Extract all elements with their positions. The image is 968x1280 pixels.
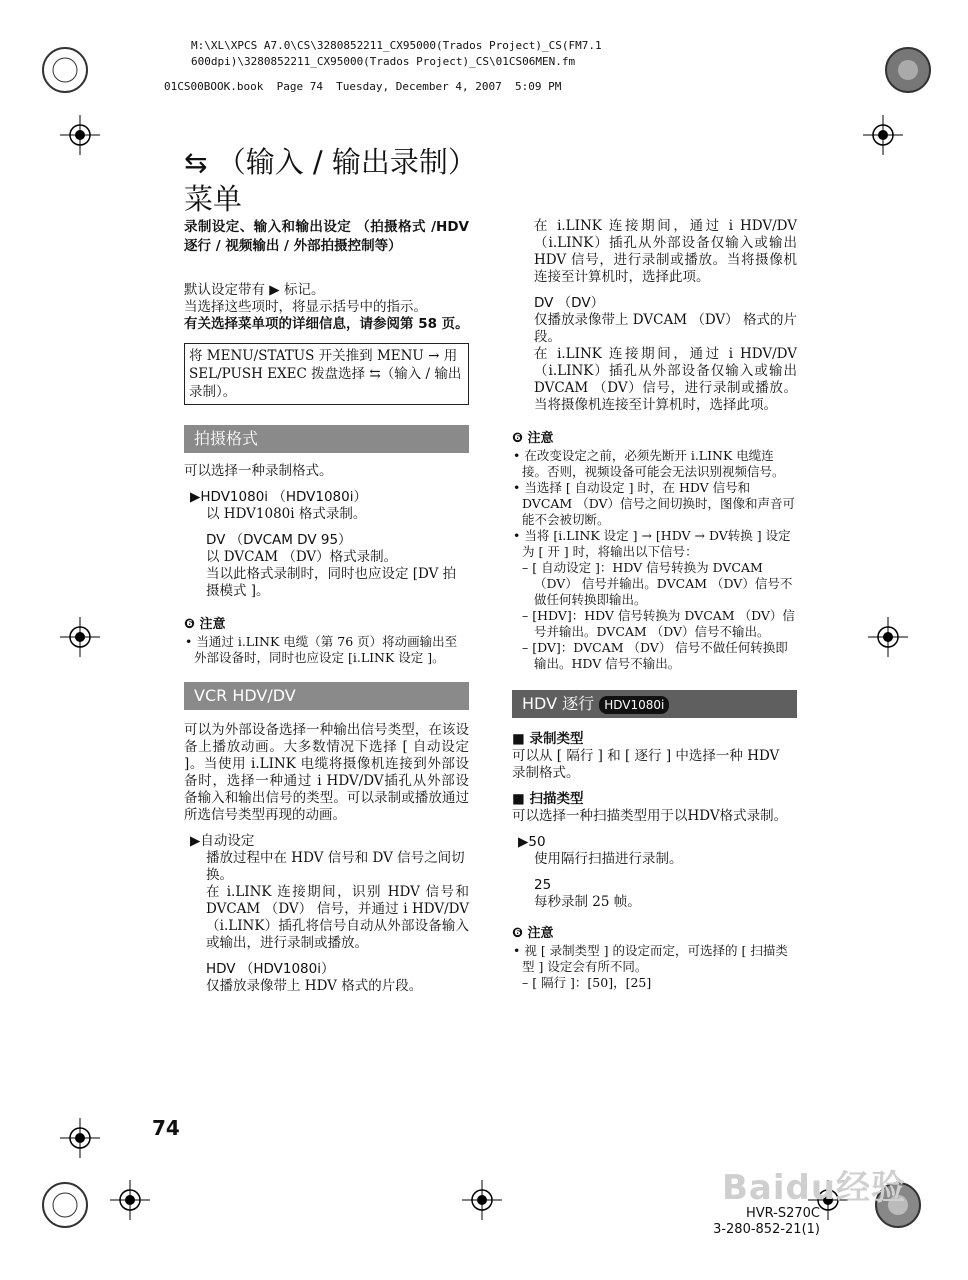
option-auto-desc2: 在 i.LINK 连接期间，识别 HDV 信号和 DVCAM （DV） 信号，并通过 i HDV/DV （i.LINK）插孔将信号自动从外部设备输入或输出，进行录制或播放。: [206, 884, 469, 951]
note-subitem: – [DV]：DVCAM （DV） 信号不做任何转换即输出。HDV 信号不输出。: [522, 640, 788, 671]
scan-type-desc: 可以选择一种扫描类型用于以HDV格式录制。: [512, 808, 788, 824]
note-icon: ❻: [512, 431, 524, 446]
intro-reference: 有关选择菜单项的详细信息，请参阅第 58 页。: [184, 316, 469, 332]
part-number: 3-280-852-21(1): [713, 1222, 820, 1237]
registration-mark-icon: [462, 1180, 502, 1220]
section-heading-vcr: VCR HDV/DV: [184, 682, 469, 710]
registration-mark-icon: [868, 617, 908, 657]
option-dv-playback: DV （DV）: [534, 295, 605, 311]
hdv1080i-badge: HDV1080i: [599, 696, 669, 714]
section2-desc: 可以为外部设备选择一种输出信号类型，在该设备上播放动画。大多数情况下选择 [ 自动设定 ]。当使用 i.LINK 电缆将摄像机连接到外部设备时，选择一种通过 i HDV/DV插孔从外部设备输入和输出信号的类型。可以录制或播放通过所选信号类型再现的动画。: [184, 722, 469, 823]
color-target-icon: [40, 45, 90, 95]
registration-mark-icon: [60, 617, 100, 657]
note-icon: ❻: [512, 926, 524, 941]
rec-type-desc: 可以从 [ 隔行 ] 和 [ 逐行 ] 中选择一种 HDV 录制格式。: [512, 748, 780, 781]
option-50: ▶50: [518, 834, 546, 850]
page-title: ⇆ （输入 / 输出录制）菜单: [184, 145, 477, 216]
color-target-icon: [883, 45, 933, 95]
registration-mark-icon: [60, 1118, 100, 1158]
note-subitem: – [HDV]：HDV 信号转换为 DVCAM （DV）信号并输出。DVCAM （DV）信号不输出。: [522, 608, 795, 639]
section-heading-rec-format: 拍摄格式: [184, 425, 469, 453]
option-25-desc: 每秒录制 25 帧。: [534, 894, 641, 910]
intro-indication: 当选择这些项时，将显示括号中的指示。: [184, 299, 427, 315]
note-item: • 在改变设定之前，必须先断开 i.LINK 电缆连接。否则，视频设备可能会无法识别视频信号。: [513, 448, 785, 479]
input-output-arrows-icon: ⇆: [184, 146, 208, 179]
right-column: [512, 218, 797, 991]
note-item: • 当通过 i.LINK 电缆（第 76 页）将动画输出至外部设备时，同时也应设定 [i.LINK 设定 ]。: [185, 634, 458, 665]
menu-subtitle: 录制设定、输入和输出设定 （拍摄格式 /HDV 逐行 / 视频输出 / 外部拍摄控制等）: [184, 219, 469, 254]
option-dv-playback-desc2: 在 i.LINK 连接期间，通过 i HDV/DV （i.LINK）插孔从外部设备仅输入或输出 DVCAM （DV）信号，进行录制或播放。当将摄像机连接至计算机时，选择此项。: [534, 346, 797, 413]
intro-default-mark: 默认设定带有 ▶ 标记。: [184, 282, 325, 298]
note-item: • 视 [ 录制类型 ] 的设定而定，可选择的 [ 扫描类型 ] 设定会有所不同。: [513, 943, 788, 974]
section1-desc: 可以选择一种录制格式。: [184, 463, 333, 479]
watermark: Baidu经验: [722, 1168, 907, 1208]
rec-type-heading: ■ 录制类型: [512, 731, 584, 747]
option-hdv-desc: 仅播放录像带上 HDV 格式的片段。: [206, 978, 423, 994]
note-item: • 当选择 [ 自动设定 ] 时，在 HDV 信号和 DVCAM （DV）信号之间切换时，图像和声音可能不会被切断。: [513, 480, 796, 527]
option-hdv: HDV （HDV1080i）: [206, 961, 335, 977]
option-auto-desc1: 播放过程中在 HDV 信号和 DV 信号之间切换。: [206, 850, 465, 883]
option-hdv1080i-desc: 以 HDV1080i 格式录制。: [206, 506, 367, 522]
note-heading: ❻ 注意: [512, 926, 554, 941]
book-info-line: 01CS00BOOK.book Page 74 Tuesday, December 4, 2007 5:09 PM: [164, 80, 562, 93]
registration-mark-icon: [60, 115, 100, 155]
section-heading-hdv-progressive: HDV 逐行 HDV1080i: [512, 690, 797, 718]
option-dv: DV （DVCAM DV 95）: [206, 532, 352, 548]
note-subitem: – [ 自动设定 ]：HDV 信号转换为 DVCAM （DV） 信号并输出。DVCAM （DV）信号不做任何转换即输出。: [522, 560, 793, 607]
option-dv-desc2: 当以此格式录制时，同时也应设定 [DV 拍摄模式 ]。: [206, 566, 457, 599]
option-dv-playback-desc1: 仅播放录像带上 DVCAM （DV） 格式的片段。: [534, 312, 797, 345]
note-heading: ❻ 注意: [512, 431, 554, 446]
model-info: [713, 1206, 820, 1238]
page-number: 74: [152, 1116, 180, 1140]
option-auto: ▶自动设定: [190, 833, 255, 849]
registration-mark-icon: [863, 115, 903, 155]
file-path-line1: M:\XL\XPCS A7.0\CS\3280852211_CX95000(Trados Project)_CS(FM7.1: [191, 39, 602, 52]
note-icon: ❻: [184, 617, 196, 632]
option-hdv1080i: ▶HDV1080i （HDV1080i）: [190, 489, 367, 505]
operation-box: 将 MENU/STATUS 开关推到 MENU → 用 SEL/PUSH EXEC 拨盘选择 ⇆（输入 / 输出录制）。: [184, 343, 469, 405]
color-target-icon: [40, 1180, 90, 1230]
file-path-line2: 600dpi)\3280852211_CX95000(Trados Project)_CS\01CS06MEN.fm: [191, 55, 576, 68]
option-50-desc: 使用隔行扫描进行录制。: [534, 851, 683, 867]
scan-type-heading: ■ 扫描类型: [512, 791, 584, 807]
note-item: • 当将 [i.LINK 设定 ] → [HDV → DV转换 ] 设定为 [ 开 ] 时，将输出以下信号：: [513, 528, 791, 559]
registration-mark-icon: [110, 1180, 150, 1220]
model-name: HVR-S270C: [745, 1206, 820, 1221]
note-subitem: – [ 隔行 ]：[50]，[25]: [522, 975, 652, 990]
note-heading: ❻ 注意: [184, 617, 226, 632]
option-25: 25: [534, 877, 552, 893]
left-column: [184, 218, 469, 995]
option-hdv-desc-cont: 在 i.LINK 连接期间，通过 i HDV/DV （i.LINK）插孔从外部设备仅输入或输出 HDV 信号，进行录制或播放。当将摄像机连接至计算机时，选择此项。: [534, 218, 797, 285]
option-dv-desc1: 以 DVCAM （DV）格式录制。: [206, 549, 398, 565]
